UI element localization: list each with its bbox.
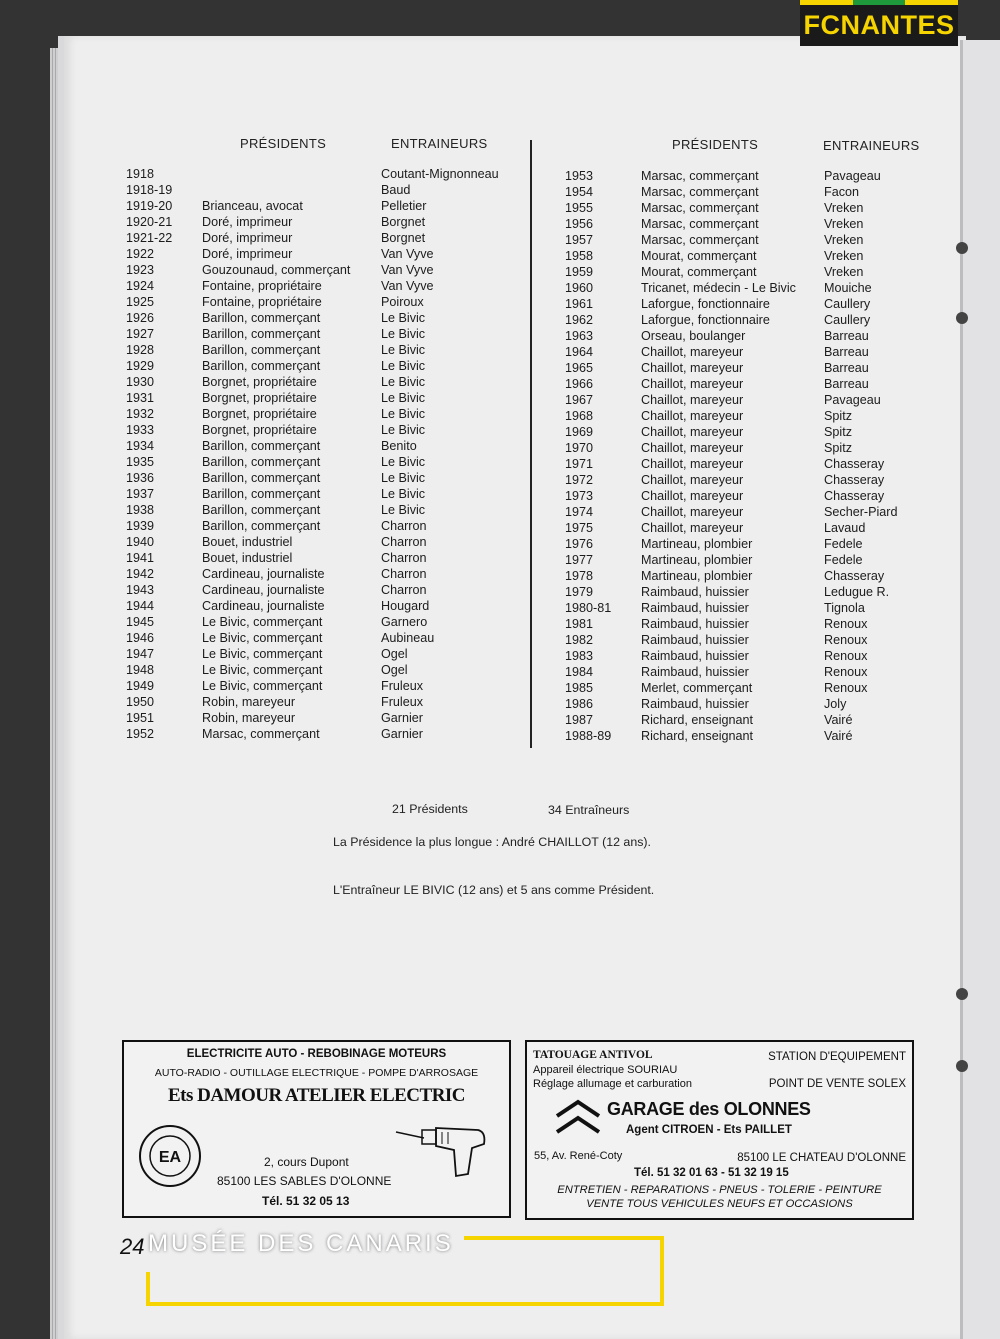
year-cell: 1960 [565, 281, 594, 295]
trainer-cell: Charron [381, 567, 427, 581]
header-left-trainers: ENTRAINEURS [391, 136, 488, 151]
table-row [0, 728, 960, 744]
citroen-chevron-icon [553, 1098, 603, 1138]
ad-garage-line3: Réglage allumage et carburation [533, 1078, 692, 1090]
president-cell: Raimbaud, huissier [641, 649, 749, 663]
table-row [0, 520, 960, 536]
brand-stripe [800, 0, 958, 5]
trainer-cell: Le Bivic [381, 343, 426, 357]
table-row [0, 616, 960, 632]
president-cell: Chaillot, mareyeur [641, 505, 744, 519]
trainer-cell: Pavageau [824, 169, 881, 183]
year-cell: 1976 [565, 537, 594, 551]
trainers-count: 34 Entraîneurs [548, 803, 630, 817]
year-cell: 1944 [126, 599, 155, 613]
year-cell: 1975 [565, 521, 594, 535]
header-right-trainers: ENTRAINEURS [823, 138, 920, 153]
table-row [0, 456, 960, 472]
year-cell: 1961 [565, 297, 594, 311]
ad-garage-address2: 85100 LE CHATEAU D'OLONNE [737, 1152, 906, 1164]
president-cell: Martineau, plombier [641, 569, 753, 583]
year-cell: 1978 [565, 569, 594, 583]
year-cell: 1950 [126, 695, 155, 709]
trainer-cell: Chasseray [824, 569, 885, 583]
president-cell: Barillon, commerçant [202, 439, 321, 453]
brand-label: FCNANTES [803, 10, 955, 40]
trainer-cell: Charron [381, 535, 427, 549]
year-cell: 1939 [126, 519, 155, 533]
president-cell: Brianceau, avocat [202, 199, 303, 213]
header-left-presidents: PRÉSIDENTS [240, 136, 327, 151]
trainer-cell: Mouiche [824, 281, 872, 295]
president-cell: Robin, mareyeur [202, 695, 296, 709]
trainer-cell: Renoux [824, 665, 868, 679]
trainer-cell: Pelletier [381, 199, 427, 213]
trainer-cell: Vairé [824, 729, 853, 743]
table-row [0, 376, 960, 392]
trainer-cell: Vreken [824, 249, 864, 263]
president-cell: Barillon, commerçant [202, 455, 321, 469]
year-cell: 1941 [126, 551, 155, 565]
trainer-cell: Spitz [824, 425, 852, 439]
year-cell: 1919-20 [126, 199, 173, 213]
trainer-cell: Fruleux [381, 679, 423, 693]
president-cell: Chaillot, mareyeur [641, 441, 744, 455]
ad-garage-footer1: ENTRETIEN - REPARATIONS - PNEUS - TOLERIE - PEINTURE [557, 1184, 882, 1196]
year-cell: 1987 [565, 713, 594, 727]
year-cell: 1953 [565, 169, 594, 183]
ad-garage-olonnes [525, 1040, 914, 1220]
table-row [0, 536, 960, 552]
president-cell: Robin, mareyeur [202, 711, 296, 725]
president-cell: Chaillot, mareyeur [641, 425, 744, 439]
trainer-cell: Fedele [824, 553, 863, 567]
year-cell: 1940 [126, 535, 155, 549]
year-cell: 1946 [126, 631, 155, 645]
trainer-cell: Barreau [824, 345, 869, 359]
trainer-cell: Renoux [824, 649, 868, 663]
museum-watermark: MUSÉE DES CANARIS [148, 1230, 454, 1257]
electrician-seal-icon [138, 1124, 202, 1188]
president-cell: Marsac, commerçant [641, 201, 759, 215]
president-cell: Marsac, commerçant [641, 169, 759, 183]
year-cell: 1967 [565, 393, 594, 407]
year-cell: 1981 [565, 617, 594, 631]
binding-hole [956, 988, 968, 1000]
trainer-cell: Spitz [824, 409, 852, 423]
table-row [0, 408, 960, 424]
trainer-cell: Barreau [824, 377, 869, 391]
president-cell: Orseau, boulanger [641, 329, 746, 343]
trainer-cell: Caullery [824, 313, 871, 327]
trainer-cell: Vreken [824, 233, 864, 247]
year-cell: 1972 [565, 473, 594, 487]
drill-icon [394, 1120, 490, 1180]
year-cell: 1959 [565, 265, 594, 279]
year-cell: 1924 [126, 279, 155, 293]
trainer-cell: Ledugue R. [824, 585, 890, 599]
president-cell: Martineau, plombier [641, 537, 753, 551]
president-cell: Borgnet, propriétaire [202, 407, 317, 421]
year-cell: 1977 [565, 553, 594, 567]
stripe-segment [905, 0, 958, 5]
trainer-cell: Borgnet [381, 231, 426, 245]
trainer-cell: Garnier [381, 711, 423, 725]
trainer-cell: Ogel [381, 647, 408, 661]
table-row [0, 248, 960, 264]
trainer-cell: Van Vyve [381, 279, 434, 293]
trainer-cell: Le Bivic [381, 311, 426, 325]
table-row [0, 648, 960, 664]
table-row [0, 632, 960, 648]
president-cell: Chaillot, mareyeur [641, 361, 744, 375]
president-cell: Borgnet, propriétaire [202, 375, 317, 389]
trainer-cell: Fruleux [381, 695, 423, 709]
table-row [0, 280, 960, 296]
trainer-cell: Vreken [824, 217, 864, 231]
table-row [0, 200, 960, 216]
table-row [0, 712, 960, 728]
accent-line [146, 1302, 664, 1306]
president-cell: Le Bivic, commerçant [202, 679, 323, 693]
trainer-cell: Van Vyve [381, 263, 434, 277]
trainer-cell: Pavageau [824, 393, 881, 407]
trainer-cell: Van Vyve [381, 247, 434, 261]
year-cell: 1922 [126, 247, 155, 261]
table-row [0, 440, 960, 456]
year-cell: 1957 [565, 233, 594, 247]
table-row [0, 360, 960, 376]
trainer-cell: Renoux [824, 633, 868, 647]
president-cell: Chaillot, mareyeur [641, 393, 744, 407]
trainer-cell: Le Bivic [381, 455, 426, 469]
accent-line [660, 1236, 664, 1306]
president-cell: Raimbaud, huissier [641, 633, 749, 647]
trainer-cell: Spitz [824, 441, 852, 455]
accent-line [464, 1236, 664, 1240]
year-cell: 1933 [126, 423, 155, 437]
president-cell: Raimbaud, huissier [641, 585, 749, 599]
president-cell: Marsac, commerçant [202, 727, 320, 741]
trainer-note: L'Entraîneur LE BIVIC (12 ans) et 5 ans comme Président. [333, 883, 655, 897]
longest-presidency: La Présidence la plus longue : André CHAILLOT (12 ans). [333, 835, 651, 849]
president-cell: Barillon, commerçant [202, 327, 321, 341]
ad-garage-station: STATION D'EQUIPEMENT [768, 1051, 906, 1063]
year-cell: 1920-21 [126, 215, 173, 229]
table-row [0, 568, 960, 584]
trainer-cell: Charron [381, 583, 427, 597]
trainer-cell: Secher-Piard [824, 505, 898, 519]
seal-badge: EA [158, 1149, 182, 1166]
ad-damour-company: Ets DAMOUR ATELIER ELECTRIC [167, 1085, 466, 1106]
facing-page-edge [960, 40, 1000, 1339]
presidents-count: 21 Présidents [392, 802, 468, 816]
year-cell: 1938 [126, 503, 155, 517]
year-cell: 1943 [126, 583, 155, 597]
trainer-cell: Le Bivic [381, 471, 426, 485]
ad-garage-solex: POINT DE VENTE SOLEX [768, 1078, 906, 1090]
table-row [0, 232, 960, 248]
year-cell: 1937 [126, 487, 155, 501]
ad-damour [122, 1040, 511, 1218]
president-cell: Doré, imprimeur [202, 215, 293, 229]
table-row [0, 184, 960, 200]
year-cell: 1968 [565, 409, 594, 423]
year-cell: 1966 [565, 377, 594, 391]
president-cell: Richard, enseignant [641, 729, 754, 743]
year-cell: 1927 [126, 327, 155, 341]
year-cell: 1936 [126, 471, 155, 485]
year-cell: 1984 [565, 665, 594, 679]
president-cell: Bouet, industriel [202, 551, 293, 565]
year-cell: 1964 [565, 345, 594, 359]
trainer-cell: Caullery [824, 297, 871, 311]
president-cell: Barillon, commerçant [202, 487, 321, 501]
ad-damour-address2: 85100 LES SABLES D'OLONNE [217, 1174, 392, 1188]
president-cell: Tricanet, médecin - Le Bivic [641, 281, 796, 295]
table-row [0, 680, 960, 696]
president-cell: Chaillot, mareyeur [641, 409, 744, 423]
year-cell: 1969 [565, 425, 594, 439]
president-cell: Marsac, commerçant [641, 217, 759, 231]
trainer-cell: Barreau [824, 329, 869, 343]
president-cell: Cardineau, journaliste [202, 599, 325, 613]
president-cell: Cardineau, journaliste [202, 583, 325, 597]
ad-damour-line2: AUTO-RADIO - OUTILLAGE ELECTRIQUE - POMPE D'ARROSAGE [154, 1067, 479, 1079]
brand-banner [800, 0, 958, 46]
right-table [0, 168, 960, 744]
table-row [0, 344, 960, 360]
trainer-cell: Barreau [824, 361, 869, 375]
year-cell: 1949 [126, 679, 155, 693]
trainer-cell: Le Bivic [381, 423, 426, 437]
ad-garage-address1: 55, Av. René-Coty [534, 1150, 623, 1162]
year-cell: 1963 [565, 329, 594, 343]
table-row [0, 264, 960, 280]
trainer-cell: Le Bivic [381, 407, 426, 421]
president-cell: Borgnet, propriétaire [202, 391, 317, 405]
trainer-cell: Le Bivic [381, 359, 426, 373]
ad-garage-footer2: VENTE TOUS VEHICULES NEUFS ET OCCASIONS [586, 1198, 853, 1210]
president-cell: Barillon, commerçant [202, 311, 321, 325]
binding-hole [956, 1060, 968, 1072]
president-cell: Chaillot, mareyeur [641, 473, 744, 487]
ad-garage-line2: Appareil électrique SOURIAU [533, 1064, 678, 1076]
table-row [0, 552, 960, 568]
stripe-segment [853, 0, 906, 5]
president-cell: Merlet, commerçant [641, 681, 753, 695]
ad-damour-address1: 2, cours Dupont [264, 1155, 349, 1169]
year-cell: 1921-22 [126, 231, 173, 245]
president-cell: Doré, imprimeur [202, 231, 293, 245]
table-row [0, 488, 960, 504]
year-cell: 1931 [126, 391, 155, 405]
trainer-cell: Tignola [824, 601, 865, 615]
president-cell: Chaillot, mareyeur [641, 457, 744, 471]
trainer-cell: Le Bivic [381, 391, 426, 405]
president-cell: Gouzounaud, commerçant [202, 263, 351, 277]
year-cell: 1918-19 [126, 183, 173, 197]
trainer-cell: Renoux [824, 617, 868, 631]
table-row [0, 600, 960, 616]
year-cell: 1930 [126, 375, 155, 389]
president-cell: Bouet, industriel [202, 535, 293, 549]
president-cell: Raimbaud, huissier [641, 697, 749, 711]
table-row [0, 312, 960, 328]
ad-garage-line1: TATOUAGE ANTIVOL [533, 1049, 653, 1061]
trainer-cell: Vreken [824, 265, 864, 279]
year-cell: 1973 [565, 489, 594, 503]
trainer-cell: Coutant-Mignonneau [381, 167, 499, 181]
president-cell: Le Bivic, commerçant [202, 631, 323, 645]
president-cell: Barillon, commerçant [202, 519, 321, 533]
year-cell: 1958 [565, 249, 594, 263]
trainer-cell: Renoux [824, 681, 868, 695]
trainer-cell: Baud [381, 183, 411, 197]
president-cell: Raimbaud, huissier [641, 601, 749, 615]
trainer-cell: Vairé [824, 713, 853, 727]
year-cell: 1925 [126, 295, 155, 309]
table-row [0, 296, 960, 312]
trainer-cell: Poiroux [381, 295, 424, 309]
header-right-presidents: PRÉSIDENTS [672, 137, 759, 152]
trainer-cell: Chasseray [824, 457, 885, 471]
president-cell: Chaillot, mareyeur [641, 489, 744, 503]
year-cell: 1951 [126, 711, 155, 725]
president-cell: Barillon, commerçant [202, 471, 321, 485]
trainer-cell: Garnier [381, 727, 423, 741]
president-cell: Martineau, plombier [641, 553, 753, 567]
trainer-cell: Hougard [381, 599, 430, 613]
trainer-cell: Joly [824, 697, 847, 711]
president-cell: Mourat, commerçant [641, 249, 757, 263]
year-cell: 1952 [126, 727, 155, 741]
president-cell: Marsac, commerçant [641, 185, 759, 199]
year-cell: 1945 [126, 615, 155, 629]
president-cell: Richard, enseignant [641, 713, 754, 727]
year-cell: 1928 [126, 343, 155, 357]
president-cell: Chaillot, mareyeur [641, 377, 744, 391]
ad-garage-agent: Agent CITROEN - Ets PAILLET [626, 1124, 792, 1136]
president-cell: Marsac, commerçant [641, 233, 759, 247]
president-cell: Chaillot, mareyeur [641, 345, 744, 359]
president-cell: Le Bivic, commerçant [202, 615, 323, 629]
year-cell: 1962 [565, 313, 594, 327]
president-cell: Raimbaud, huissier [641, 665, 749, 679]
president-cell: Cardineau, journaliste [202, 567, 325, 581]
year-cell: 1988-89 [565, 729, 612, 743]
year-cell: 1942 [126, 567, 155, 581]
president-cell: Barillon, commerçant [202, 343, 321, 357]
year-cell: 1947 [126, 647, 155, 661]
trainer-cell: Ogel [381, 663, 408, 677]
trainer-cell: Fedele [824, 537, 863, 551]
trainer-cell: Le Bivic [381, 375, 426, 389]
year-cell: 1918 [126, 167, 155, 181]
president-cell: Barillon, commerçant [202, 503, 321, 517]
ad-damour-line1: ELECTRICITE AUTO - REBOBINAGE MOTEURS [186, 1048, 447, 1060]
president-cell: Fontaine, propriétaire [202, 295, 322, 309]
president-cell: Doré, imprimeur [202, 247, 293, 261]
president-cell: Le Bivic, commerçant [202, 647, 323, 661]
table-row [0, 168, 960, 184]
year-cell: 1985 [565, 681, 594, 695]
president-cell: Laforgue, fonctionnaire [641, 297, 770, 311]
trainer-cell: Charron [381, 519, 427, 533]
year-cell: 1983 [565, 649, 594, 663]
trainer-cell: Chasseray [824, 489, 885, 503]
ad-damour-phone: Tél. 51 32 05 13 [262, 1194, 350, 1208]
trainer-cell: Charron [381, 551, 427, 565]
year-cell: 1923 [126, 263, 155, 277]
president-cell: Le Bivic, commerçant [202, 663, 323, 677]
trainer-cell: Facon [824, 185, 860, 199]
president-cell: Borgnet, propriétaire [202, 423, 317, 437]
table-row [0, 696, 960, 712]
president-cell: Raimbaud, huissier [641, 617, 749, 631]
trainer-cell: Vreken [824, 201, 864, 215]
year-cell: 1956 [565, 217, 594, 231]
table-row [0, 216, 960, 232]
year-cell: 1948 [126, 663, 155, 677]
year-cell: 1970 [565, 441, 594, 455]
year-cell: 1955 [565, 201, 594, 215]
trainer-cell: Le Bivic [381, 503, 426, 517]
president-cell: Chaillot, mareyeur [641, 521, 744, 535]
table-row [0, 472, 960, 488]
year-cell: 1929 [126, 359, 155, 373]
table-row [0, 424, 960, 440]
president-cell: Barillon, commerçant [202, 359, 321, 373]
trainer-cell: Le Bivic [381, 487, 426, 501]
accent-line [146, 1272, 150, 1306]
year-cell: 1980-81 [565, 601, 612, 615]
year-cell: 1926 [126, 311, 155, 325]
president-cell: Laforgue, fonctionnaire [641, 313, 770, 327]
table-row [0, 584, 960, 600]
year-cell: 1986 [565, 697, 594, 711]
table-row [0, 392, 960, 408]
page-number: 24 [120, 1234, 145, 1259]
year-cell: 1979 [565, 585, 594, 599]
trainer-cell: Garnero [381, 615, 428, 629]
table-row [0, 664, 960, 680]
year-cell: 1974 [565, 505, 594, 519]
trainer-cell: Le Bivic [381, 327, 426, 341]
table-row [0, 328, 960, 344]
trainer-cell: Borgnet [381, 215, 426, 229]
ad-garage-phone: Tél. 51 32 01 63 - 51 32 19 15 [634, 1167, 789, 1179]
year-cell: 1932 [126, 407, 155, 421]
year-cell: 1954 [565, 185, 594, 199]
trainer-cell: Chasseray [824, 473, 885, 487]
table-row [0, 504, 960, 520]
year-cell: 1971 [565, 457, 594, 471]
year-cell: 1935 [126, 455, 155, 469]
year-cell: 1965 [565, 361, 594, 375]
year-cell: 1934 [126, 439, 155, 453]
stripe-segment [800, 0, 853, 5]
year-cell: 1982 [565, 633, 594, 647]
president-cell: Fontaine, propriétaire [202, 279, 322, 293]
trainer-cell: Benito [381, 439, 417, 453]
trainer-cell: Lavaud [824, 521, 866, 535]
ad-garage-company: GARAGE des OLONNES [607, 1099, 811, 1119]
trainer-cell: Aubineau [381, 631, 435, 645]
president-cell: Mourat, commerçant [641, 265, 757, 279]
